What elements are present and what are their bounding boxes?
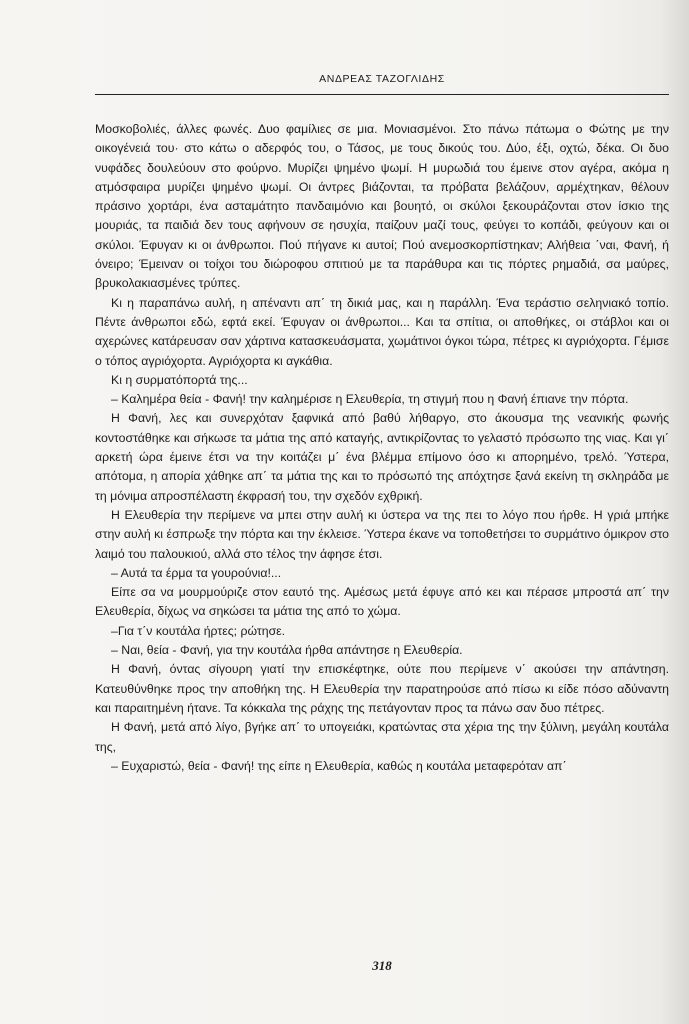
paragraph: – Αυτά τα έρμα τα γουρούνια!...: [111, 565, 282, 580]
paragraph: Η Φανή, λες και συνερχόταν ξαφνικά από βαθύ λήθαργο, στο άκουσμα της νεανικής φωνής κοντοστάθηκε και σήκωσε τα μάτια της από καταγής, αντικρίζοντας το γελαστό πρόσωπο της νιας. Και γι΄ αρκετή ώρα έμεινε έτσι να την κοιτάζει μ΄ ένα βλέμμα επίμονο όσο κι απορημένο, τρελό. Ύστερα, απότομα, η απορία χάθηκε απ΄ τα μάτια της και το πρόσωπό της απόχτησε ξανά εκείνη τη σκληράδα με τη μόνιμα απροσπέλαστη έκφρασή του, την σχεδόν εχθρική.: [95, 411, 669, 503]
page-number: 318: [372, 958, 392, 973]
header-rule: [95, 94, 669, 95]
paragraph: – Ναι, θεία - Φανή, για την κουτάλα ήρθα απάντησε η Ελευθερία.: [111, 643, 463, 658]
running-header: ΑΝΔΡΕΑΣ ΤΑΖΟΓΛΙΔΗΣ: [319, 73, 445, 85]
paragraph: Μοσκοβολιές, άλλες φωνές. Δυο φαμίλιες σε μια. Μονιασμένοι. Στο πάνω πάτωμα ο Φώτης με την οικογένειά του· στο κάτω ο αδερφός του, ο Τάσος, με τους δικούς του. Δύο, έξι, οχτώ, δέκα. Οι δυο νυφάδες δουλεύουν στο φούρνο. Μυρίζει ψημένο ψωμί. Η μυρωδιά του έμεινε στον αγέρα, ακόμα η ατμόσφαιρα μυρίζει ψημένο ψωμί. Οι άντρες βιάζονται, τα πρόβατα βελάζουν, αρμέχτηκαν, θέλουν πράσινο χορτάρι, ένα ασταμάτητο πανδαιμόνιο και βουητό, οι σκύλοι ξεκουράζονται στον ίσκιο της μουριάς, τα παιδιά δεν τους αφήνουν σε ησυχία, παίζουν μαζί τους, φεύγει το κοπάδι, φεύγουν και οι σκύλοι. Έφυγαν κι οι άνθρωποι. Πού πήγανε κι αυτοί; Πού ανεμοσκορπίστηκαν; Αλήθεια ΄ναι, Φανή, ή όνειρο; Έμειναν οι τοίχοι του διώροφου σπιτιού με τα παράθυρα και τις πόρτες ρημαδιά, σα μαύρες, βρυκολακιασμένες τρύπες.: [95, 122, 669, 291]
paragraph: Είπε σα να μουρμούριζε στον εαυτό της. Αμέσως μετά έφυγε από κει και πέρασε μπροστά απ΄ την Ελευθερία, δίχως να σηκώσει τα μάτια της από το χώμα.: [95, 585, 669, 619]
paragraph: Κι η παραπάνω αυλή, η απέναντι απ΄ τη δικιά μας, και η παράλλη. Ένα τεράστιο σεληνιακό τοπίο. Πέντε άνθρωποι εδώ, εφτά εκεί. Έφυγαν οι άνθρωποι... Και τα σπίτια, οι αποθήκες, οι στάβλοι και οι αχερώνες κατάρευσαν σαν χάρτινα κατασκευάσματα, χωμάτινοι όγκοι τώρα, πέτρες κι αγριόχορτα. Γέμισε ο τόπος αγριόχορτα. Αγριόχορτα κι αγκάθια.: [95, 295, 669, 368]
paragraph: Η Ελευθερία την περίμενε να μπει στην αυλή κι ύστερα να της πει το λόγο που ήρθε. Η γριά μπήκε στην αυλή κι έσπρωξε την πόρτα και την έκλεισε. Ύστερα έκανε να τοποθετήσει το συρμάτινο όμικρον στο λαιμό του παλουκιού, αλλά στο τέλος την άφησε έτσι.: [95, 507, 669, 561]
body-text: [95, 120, 669, 776]
paragraph: – Ευχαριστώ, θεία - Φανή! της είπε η Ελευθερία, καθώς η κουτάλα μεταφερόταν απ΄: [111, 758, 567, 773]
paragraph: Η Φανή, όντας σίγουρη γιατί την επισκέφτηκε, ούτε που περίμενε ν΄ ακούσει την απάντηση. Κατευθύνθηκε προς την αποθήκη της. Η Ελευθερία την παρατηρούσε από πίσω κι είδε πόσο αδύναντη και παραιτημένη ήτανε. Τα κόκκαλα της ράχης της πετάγονταν προς τα πάνω σαν δυο πέτρες.: [95, 662, 669, 715]
paragraph: Η Φανή, μετά από λίγο, βγήκε απ΄ το υπογειάκι, κρατώντας στα χέρια της την ξύλινη, μεγάλη κουτάλα της,: [95, 720, 669, 754]
paragraph: –Για τ΄ν κουτάλα ήρτες; ρώτησε.: [111, 623, 286, 638]
paragraph: Κι η συρματόπορτά της...: [111, 372, 248, 387]
paragraph: – Καλημέρα θεία - Φανή! την καλημέρισε η Ελευθερία, τη στιγμή που η Φανή έπιανε την πόρτα.: [111, 392, 629, 407]
